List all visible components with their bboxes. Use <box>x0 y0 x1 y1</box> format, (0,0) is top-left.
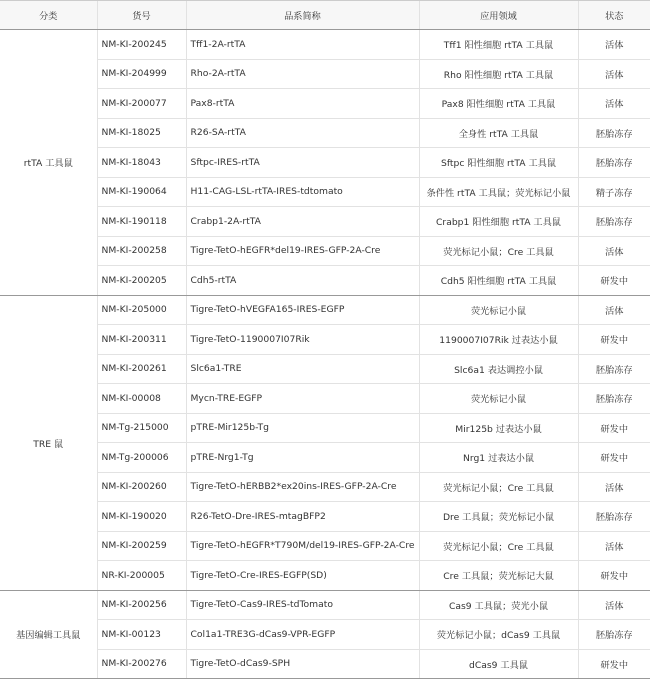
table-row <box>0 30 650 60</box>
table-row <box>0 207 650 237</box>
table-row <box>0 266 650 296</box>
application-cell: Mir125b 过表达小鼠 <box>419 413 578 443</box>
strain-cell: Rho-2A-rtTA <box>186 59 419 89</box>
application-cell: Nrg1 过表达小鼠 <box>419 443 578 473</box>
status-cell: 研发中 <box>578 443 650 473</box>
table-row <box>0 384 650 414</box>
strain-cell: Tigre-TetO-1190007I07Rik <box>186 325 419 355</box>
table-row <box>0 354 650 384</box>
application-cell: Slc6a1 表达调控小鼠 <box>419 354 578 384</box>
code-cell: NM-KI-200245 <box>97 30 186 60</box>
strain-cell: Cdh5-rtTA <box>186 266 419 296</box>
code-cell: NM-KI-18043 <box>97 148 186 178</box>
table-row <box>0 649 650 679</box>
status-cell: 活体 <box>578 295 650 325</box>
application-cell: 荧光标记小鼠；Cre 工具鼠 <box>419 531 578 561</box>
table-row <box>0 443 650 473</box>
strain-cell: R26-SA-rtTA <box>186 118 419 148</box>
code-cell: NM-KI-204999 <box>97 59 186 89</box>
code-cell: NM-KI-205000 <box>97 295 186 325</box>
application-cell: 荧光标记小鼠；Cre 工具鼠 <box>419 472 578 502</box>
code-cell: NM-KI-18025 <box>97 118 186 148</box>
status-cell: 活体 <box>578 59 650 89</box>
table-row <box>0 59 650 89</box>
status-cell: 研发中 <box>578 649 650 679</box>
strain-cell: Crabp1-2A-rtTA <box>186 207 419 237</box>
strain-cell: Col1a1-TRE3G-dCas9-VPR-EGFP <box>186 620 419 650</box>
table-row <box>0 325 650 355</box>
status-cell: 胚胎冻存 <box>578 354 650 384</box>
status-cell: 胚胎冻存 <box>578 620 650 650</box>
code-cell: NM-KI-200077 <box>97 89 186 119</box>
application-cell: Cas9 工具鼠；荧光小鼠 <box>419 590 578 620</box>
application-cell: 全身性 rtTA 工具鼠 <box>419 118 578 148</box>
status-cell: 精子冻存 <box>578 177 650 207</box>
application-cell: 条件性 rtTA 工具鼠；荧光标记小鼠 <box>419 177 578 207</box>
status-cell: 胚胎冻存 <box>578 207 650 237</box>
status-cell: 研发中 <box>578 413 650 443</box>
table-body <box>0 30 650 679</box>
table-row <box>0 413 650 443</box>
code-cell: NM-KI-190118 <box>97 207 186 237</box>
code-cell: NM-KI-200258 <box>97 236 186 266</box>
strain-cell: Pax8-rtTA <box>186 89 419 119</box>
strain-cell: Tigre-TetO-hEGFR*T790M/del19-IRES-GFP-2A-Cre <box>186 531 419 561</box>
category-cell: rtTA 工具鼠 <box>0 30 97 296</box>
strain-cell: R26-TetO-Dre-IRES-mtagBFP2 <box>186 502 419 532</box>
strain-cell: Tigre-TetO-hEGFR*del19-IRES-GFP-2A-Cre <box>186 236 419 266</box>
status-cell: 活体 <box>578 89 650 119</box>
status-cell: 活体 <box>578 531 650 561</box>
table-row <box>0 177 650 207</box>
strain-cell: Tigre-TetO-Cas9-IRES-tdTomato <box>186 590 419 620</box>
code-cell: NM-KI-200261 <box>97 354 186 384</box>
status-cell: 胚胎冻存 <box>578 148 650 178</box>
strain-cell: Tigre-TetO-hERBB2*ex20ins-IRES-GFP-2A-Cre <box>186 472 419 502</box>
status-cell: 胚胎冻存 <box>578 502 650 532</box>
application-cell: dCas9 工具鼠 <box>419 649 578 679</box>
status-cell: 胚胎冻存 <box>578 384 650 414</box>
code-cell: NM-KI-200259 <box>97 531 186 561</box>
header-code: 货号 <box>97 1 186 30</box>
code-cell: NM-Tg-215000 <box>97 413 186 443</box>
application-cell: Tff1 阳性细胞 rtTA 工具鼠 <box>419 30 578 60</box>
table-row <box>0 620 650 650</box>
code-cell: NM-KI-200276 <box>97 649 186 679</box>
strain-cell: Tigre-TetO-hVEGFA165-IRES-EGFP <box>186 295 419 325</box>
strain-cell: Tff1-2A-rtTA <box>186 30 419 60</box>
header-category: 分类 <box>0 1 97 30</box>
table-row <box>0 236 650 266</box>
category-cell: 基因编辑工具鼠 <box>0 590 97 679</box>
code-cell: NM-Tg-200006 <box>97 443 186 473</box>
strain-cell: Tigre-TetO-dCas9-SPH <box>186 649 419 679</box>
code-cell: NM-KI-200205 <box>97 266 186 296</box>
application-cell: 荧光标记小鼠；dCas9 工具鼠 <box>419 620 578 650</box>
strain-cell: pTRE-Mir125b-Tg <box>186 413 419 443</box>
strain-cell: Slc6a1-TRE <box>186 354 419 384</box>
status-cell: 研发中 <box>578 266 650 296</box>
status-cell: 研发中 <box>578 561 650 591</box>
code-cell: NM-KI-00123 <box>97 620 186 650</box>
table-row <box>0 561 650 591</box>
application-cell: Cre 工具鼠；荧光标记大鼠 <box>419 561 578 591</box>
application-cell: Crabp1 阳性细胞 rtTA 工具鼠 <box>419 207 578 237</box>
table-row <box>0 148 650 178</box>
application-cell: Cdh5 阳性细胞 rtTA 工具鼠 <box>419 266 578 296</box>
code-cell: NR-KI-200005 <box>97 561 186 591</box>
code-cell: NM-KI-00008 <box>97 384 186 414</box>
status-cell: 活体 <box>578 236 650 266</box>
table-row <box>0 472 650 502</box>
application-cell: Dre 工具鼠；荧光标记小鼠 <box>419 502 578 532</box>
code-cell: NM-KI-200256 <box>97 590 186 620</box>
code-cell: NM-KI-190064 <box>97 177 186 207</box>
header-application: 应用领域 <box>419 1 578 30</box>
code-cell: NM-KI-190020 <box>97 502 186 532</box>
strain-cell: Mycn-TRE-EGFP <box>186 384 419 414</box>
application-cell: Rho 阳性细胞 rtTA 工具鼠 <box>419 59 578 89</box>
header-row <box>0 1 650 30</box>
strain-cell: H11-CAG-LSL-rtTA-IRES-tdtomato <box>186 177 419 207</box>
header-status: 状态 <box>578 1 650 30</box>
application-cell: 荧光标记小鼠 <box>419 384 578 414</box>
header-strain: 品系简称 <box>186 1 419 30</box>
application-cell: Sftpc 阳性细胞 rtTA 工具鼠 <box>419 148 578 178</box>
status-cell: 活体 <box>578 472 650 502</box>
table-row <box>0 295 650 325</box>
status-cell: 研发中 <box>578 325 650 355</box>
strain-cell: Tigre-TetO-Cre-IRES-EGFP(SD) <box>186 561 419 591</box>
strain-cell: pTRE-Nrg1-Tg <box>186 443 419 473</box>
application-cell: 1190007I07Rik 过表达小鼠 <box>419 325 578 355</box>
table-row <box>0 531 650 561</box>
application-cell: 荧光标记小鼠；Cre 工具鼠 <box>419 236 578 266</box>
table-row <box>0 89 650 119</box>
code-cell: NM-KI-200260 <box>97 472 186 502</box>
code-cell: NM-KI-200311 <box>97 325 186 355</box>
strain-cell: Sftpc-IRES-rtTA <box>186 148 419 178</box>
category-cell: TRE 鼠 <box>0 295 97 590</box>
application-cell: Pax8 阳性细胞 rtTA 工具鼠 <box>419 89 578 119</box>
table-row <box>0 590 650 620</box>
status-cell: 活体 <box>578 30 650 60</box>
table-row <box>0 118 650 148</box>
application-cell: 荧光标记小鼠 <box>419 295 578 325</box>
status-cell: 活体 <box>578 590 650 620</box>
status-cell: 胚胎冻存 <box>578 118 650 148</box>
table-row <box>0 502 650 532</box>
